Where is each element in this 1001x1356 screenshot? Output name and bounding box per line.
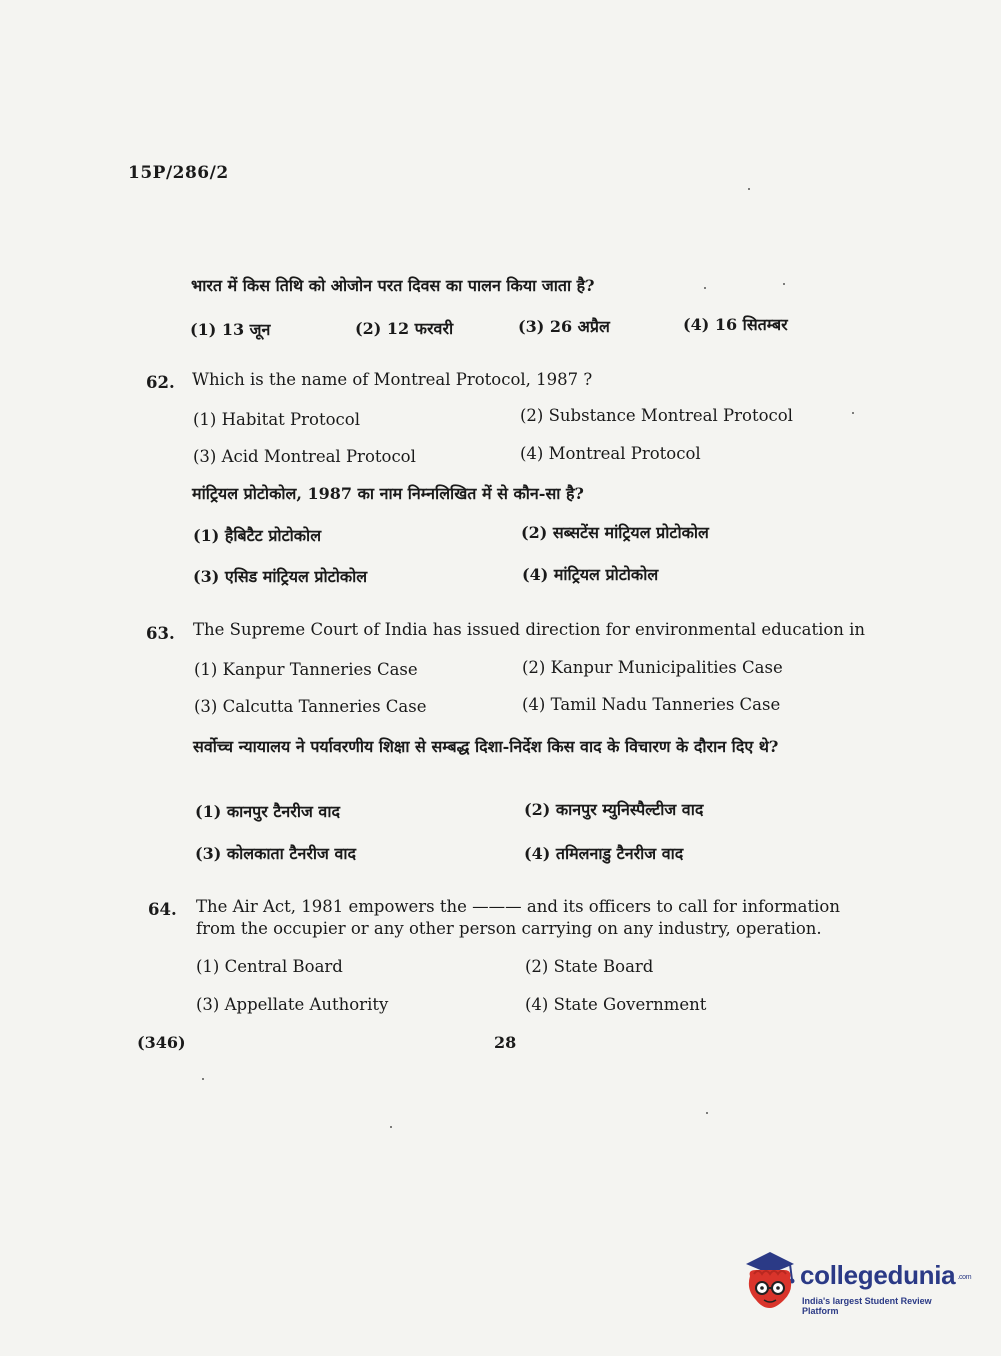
q63-hindi-option-2: (2) कानपुर म्युनिस्पैल्टीज वाद [524, 800, 704, 819]
scan-speck [748, 188, 750, 190]
q64-text-line-1: The Air Act, 1981 empowers the ——— and its officers to call for information [196, 897, 840, 916]
page-number: 28 [494, 1033, 517, 1052]
q63-option-4: (4) Tamil Nadu Tanneries Case [522, 695, 781, 714]
q64-option-2: (2) State Board [525, 957, 654, 976]
q63-option-1: (1) Kanpur Tanneries Case [194, 660, 418, 679]
collegedunia-logo [740, 1250, 970, 1320]
q62-number: 62. [146, 373, 175, 392]
q64-option-4: (4) State Government [525, 995, 707, 1014]
scan-speck [852, 412, 854, 414]
q61-hindi-option-1: (1) 13 जून [190, 320, 271, 339]
scan-speck [706, 1112, 708, 1114]
q62-hindi-text: मांट्रियल प्रोटोकोल, 1987 का नाम निम्नलिखित में से कौन-सा है? [192, 484, 584, 503]
scan-speck [783, 283, 785, 285]
q61-hindi-text: भारत में किस तिथि को ओजोन परत दिवस का पालन किया जाता है? [191, 276, 595, 295]
q63-number: 63. [146, 624, 175, 643]
q63-hindi-text: सर्वोच्च न्यायालय ने पर्यावरणीय शिक्षा से सम्बद्ध दिशा-निर्देश किस वाद के विचारण के दौरान दिए थे? [193, 737, 779, 756]
q63-option-3: (3) Calcutta Tanneries Case [194, 697, 427, 716]
q62-hindi-option-1: (1) हैबिटैट प्रोटोकोल [193, 526, 322, 545]
logo-suffix: .com [957, 1273, 972, 1281]
q61-hindi-option-4: (4) 16 सितम्बर [683, 315, 788, 334]
q63-hindi-option-3: (3) कोलकाता टैनरीज वाद [195, 844, 357, 863]
mascot-icon [740, 1250, 800, 1316]
q62-hindi-option-4: (4) मांट्रियल प्रोटोकोल [522, 565, 659, 584]
q64-option-3: (3) Appellate Authority [196, 995, 389, 1014]
q62-option-4: (4) Montreal Protocol [520, 444, 701, 463]
logo-tagline: India's largest Student Review Platform [802, 1296, 932, 1316]
q61-hindi-option-2: (2) 12 फरवरी [355, 319, 454, 338]
q64-text-line-2: from the occupier or any other person carrying on any industry, operation. [196, 919, 822, 938]
q63-hindi-option-4: (4) तमिलनाडु टैनरीज वाद [524, 844, 684, 863]
q62-hindi-option-2: (2) सब्सटेंस मांट्रियल प्रोटोकोल [521, 523, 709, 542]
scan-speck [390, 1126, 392, 1128]
footer-code: (346) [137, 1033, 186, 1052]
q62-text: Which is the name of Montreal Protocol, 1987 ? [192, 370, 593, 389]
q64-option-1: (1) Central Board [196, 957, 343, 976]
scan-speck [704, 287, 706, 289]
q61-hindi-option-3: (3) 26 अप्रैल [518, 317, 610, 336]
q62-hindi-option-3: (3) एसिड मांट्रियल प्रोटोकोल [193, 567, 368, 586]
paper-code: 15P/286/2 [128, 163, 229, 183]
q63-text: The Supreme Court of India has issued direction for environmental education in [193, 620, 866, 639]
q63-hindi-option-1: (1) कानपुर टैनरीज वाद [195, 802, 340, 821]
q62-option-3: (3) Acid Montreal Protocol [193, 447, 416, 466]
q62-option-2: (2) Substance Montreal Protocol [520, 406, 793, 425]
q63-option-2: (2) Kanpur Municipalities Case [522, 658, 783, 677]
logo-wordmark: collegedunia .com [800, 1260, 972, 1290]
q62-option-1: (1) Habitat Protocol [193, 410, 360, 429]
scan-speck [202, 1078, 204, 1080]
q64-number: 64. [148, 900, 177, 919]
